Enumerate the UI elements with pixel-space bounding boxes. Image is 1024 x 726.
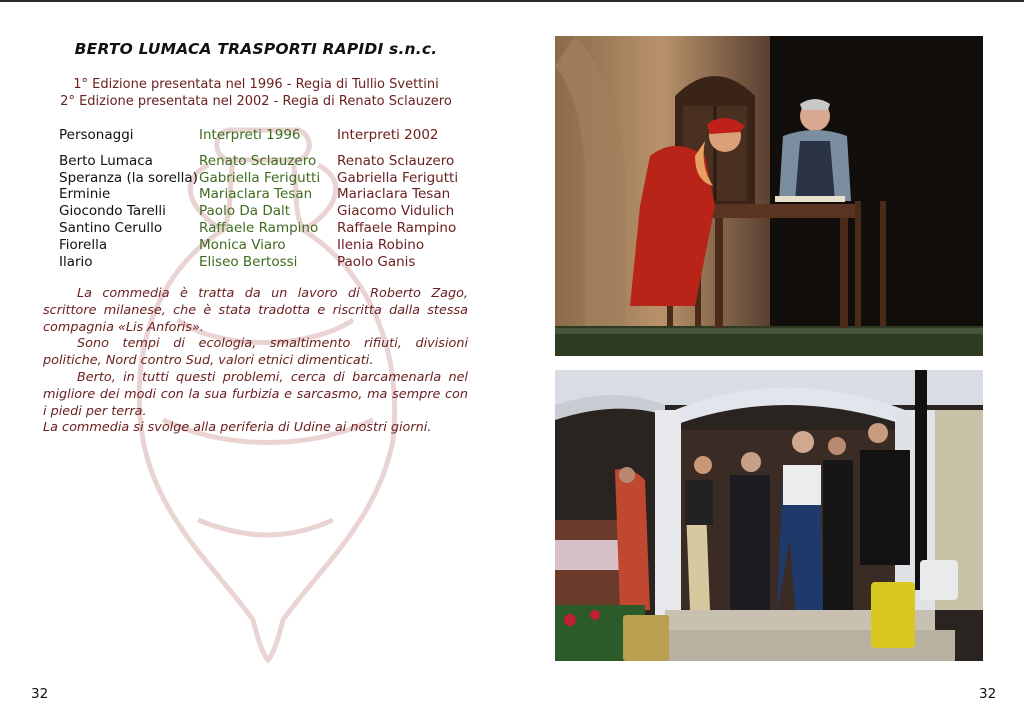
actor-2002: Renato Sclauzero [337,152,455,169]
actor-2002: Paolo Ganis [337,253,416,270]
actor-2002: Mariaclara Tesan [337,186,451,203]
stage-photo-office-scene [555,36,983,356]
actor-1996: Monica Viaro [199,236,286,253]
actor-1996: Mariaclara Tesan [199,186,313,203]
actor-1996: Renato Sclauzero [199,152,317,169]
header-interpreti-1996: Interpreti 1996 [199,127,301,143]
synopsis [43,286,468,437]
actor-1996: Eliseo Bertossi [199,253,298,270]
actor-2002: Giacomo Vidulich [337,203,455,220]
header-interpreti-2002: Interpreti 2002 [337,127,439,143]
character-name: Berto Lumaca [59,152,153,169]
synopsis-paragraph: Sono tempi di ecologia, smaltimento rifiuti, divisioni politiche, Nord contro Sud, valori etnici dimenticati. [43,336,468,369]
actor-1996: Gabriella Ferigutti [199,169,321,186]
cast-row [59,220,477,237]
character-name: Erminie [59,186,111,203]
cast-row [59,237,477,254]
cast-row [59,170,477,187]
cast-row [59,186,477,203]
character-name: Fiorella [59,236,108,253]
character-name: Speranza (la sorella) [59,169,198,186]
character-name: Santino Cerullo [59,219,163,236]
stage-photo-porch-illustration [555,370,983,661]
page-number-left: 32 [31,686,49,702]
page-title: BERTO LUMACA TRASPORTI RAPIDI s.n.c. [74,40,438,58]
character-name: Giocondo Tarelli [59,203,166,220]
actor-2002: Gabriella Ferigutti [337,169,459,186]
top-rule [0,0,1024,2]
stage-photo-office-illustration [555,36,983,356]
cast-table [59,127,477,270]
stage-photo-cast-porch [555,370,983,661]
cast-row [59,254,477,271]
cast-row [59,203,477,220]
character-name: Ilario [59,253,93,270]
page-number-right: 32 [979,686,997,702]
header-personaggi: Personaggi [59,127,134,143]
synopsis-paragraph: Berto, in tutti questi problemi, cerca di barcamenarla nel migliore dei modi con la sua furbizia e sarcasmo, ma sempre con i piedi per terra. [43,369,468,419]
cast-header-row [59,127,477,144]
cast-row [59,153,477,170]
actor-1996: Paolo Da Dalt [199,203,291,220]
edition-2002: 2° Edizione presentata nel 2002 - Regia di Renato Sclauzero [60,94,452,109]
edition-1996: 1° Edizione presentata nel 1996 - Regia di Tullio Svettini [73,77,439,92]
actor-1996: Raffaele Rampino [199,219,319,236]
actor-2002: Ilenia Robino [337,236,425,253]
synopsis-paragraph: La commedia è tratta da un lavoro di Roberto Zago, scrittore milanese, che è stata tradotta e riscritta dalla stessa compagnia «Lis Anforis». [43,286,468,335]
synopsis-paragraph: La commedia si svolge alla periferia di Udine ai nostri giorni. [43,420,432,436]
actor-2002: Raffaele Rampino [337,219,457,236]
